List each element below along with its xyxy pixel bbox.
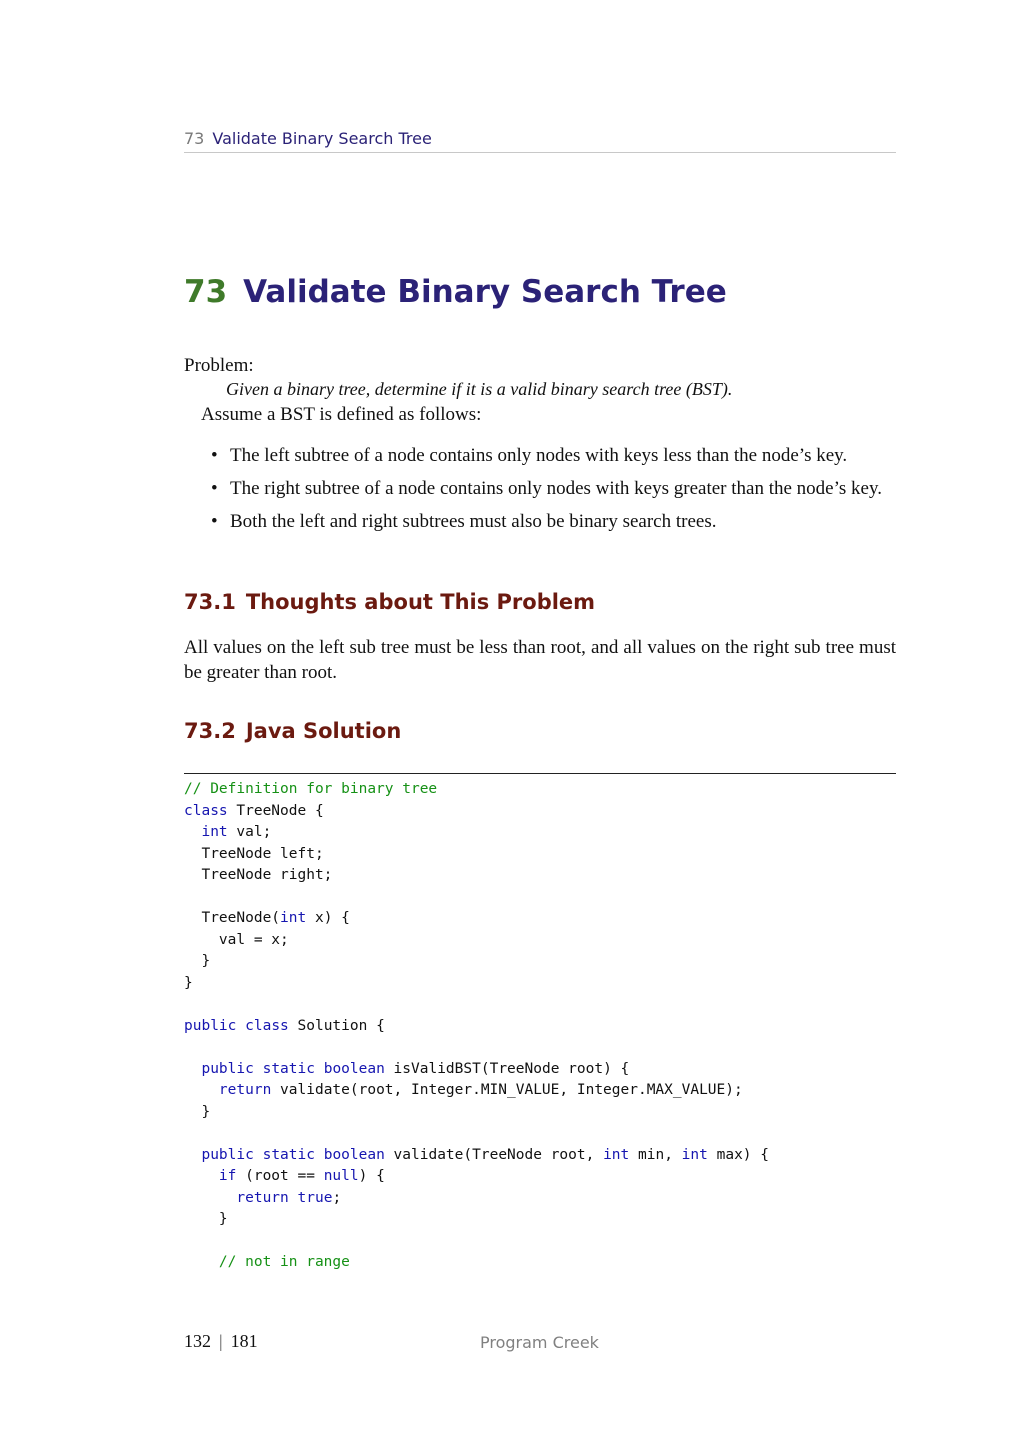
code-text [315, 1147, 324, 1163]
code-text: } [184, 974, 193, 991]
code-line [184, 865, 896, 887]
code-text: val = x; [184, 931, 289, 948]
code-line [184, 1209, 896, 1231]
code-line [184, 1080, 896, 1102]
list-item-text: The right subtree of a node contains only nodes with keys greater than the node’s key. [230, 478, 882, 499]
code-keyword: int [201, 824, 228, 840]
assume-line: Assume a BST is defined as follows: [201, 404, 482, 425]
chapter-title [184, 274, 727, 310]
code-top-rule [184, 773, 896, 774]
code-text: x) { [306, 910, 350, 926]
list-item [184, 444, 896, 468]
code-text: validate(TreeNode root, [384, 1146, 604, 1163]
list-item [184, 510, 896, 534]
page-separator: | [219, 1331, 223, 1351]
code-text: max) { [707, 1146, 769, 1163]
code-text: isValidBST(TreeNode root) { [384, 1060, 630, 1077]
code-keyword: int [280, 910, 307, 926]
code-line [184, 1037, 896, 1059]
code-line [184, 887, 896, 909]
code-keyword: class [184, 802, 228, 819]
code-line [184, 951, 896, 973]
code-keyword: if [218, 1168, 237, 1184]
code-text: ; [332, 1189, 342, 1206]
code-block [184, 779, 896, 1274]
code-text: (root == [236, 1168, 324, 1184]
code-keyword: static [262, 1060, 315, 1077]
section-title-text: Java Solution [245, 719, 402, 743]
chapter-title-text: Validate Binary Search Tree [243, 274, 727, 310]
code-line [184, 994, 896, 1016]
code-text: TreeNode right; [184, 867, 333, 883]
bullet-icon: • [211, 511, 218, 532]
code-text: Solution { [288, 1017, 385, 1034]
code-text [184, 1082, 219, 1098]
code-text [184, 1061, 201, 1077]
code-keyword: boolean [323, 1060, 385, 1077]
bullet-icon: • [211, 478, 218, 499]
bullet-icon: • [211, 445, 218, 466]
problem-quote: Given a binary tree, determine if it is a valid binary search tree (BST). [226, 379, 733, 399]
code-line [184, 1252, 896, 1274]
section-number: 73.1 [184, 590, 236, 614]
code-line [184, 1145, 896, 1167]
code-text: } [184, 1211, 228, 1227]
current-page: 132 [184, 1331, 211, 1351]
footer-brand: Program Creek [480, 1333, 599, 1352]
code-keyword: return [218, 1082, 272, 1098]
code-keyword: return [236, 1189, 289, 1206]
code-line [184, 1059, 896, 1081]
code-keyword: static [262, 1146, 315, 1163]
list-item-text: Both the left and right subtrees must also be binary search trees. [230, 511, 717, 532]
code-text [184, 1147, 201, 1163]
code-line [184, 801, 896, 823]
section-number: 73.2 [184, 719, 236, 743]
code-text [254, 1147, 263, 1163]
code-text [315, 1061, 324, 1077]
problem-label: Problem: [184, 355, 254, 376]
code-keyword: true [297, 1189, 333, 1206]
chapter-number: 73 [184, 274, 228, 310]
code-keyword: public [184, 1017, 237, 1034]
running-header-title: Validate Binary Search Tree [212, 129, 432, 148]
section-title-text: Thoughts about This Problem [245, 590, 596, 614]
code-text [184, 1168, 219, 1184]
code-line [184, 822, 896, 844]
code-keyword: null [323, 1168, 359, 1184]
running-header [184, 129, 896, 153]
code-keyword: public [201, 1146, 254, 1163]
code-text [184, 824, 201, 840]
code-text: TreeNode left; [184, 845, 324, 862]
code-line [184, 930, 896, 952]
code-text [289, 1190, 298, 1206]
code-keyword: class [245, 1017, 289, 1034]
code-keyword: boolean [323, 1146, 385, 1163]
running-header-number: 73 [184, 129, 205, 148]
code-comment: // Definition for binary tree [184, 781, 438, 797]
code-text: val; [227, 824, 272, 840]
code-text [236, 1018, 245, 1034]
code-text: ) { [358, 1168, 385, 1184]
code-text [184, 1190, 236, 1206]
code-line [184, 908, 896, 930]
code-text: validate(root, Integer.MIN_VALUE, Integer.MAX_VALUE); [271, 1082, 743, 1098]
code-text [254, 1061, 263, 1077]
code-line [184, 779, 896, 801]
bst-definition-list [184, 444, 896, 543]
code-text: } [184, 953, 211, 969]
list-item-text: The left subtree of a node contains only nodes with keys less than the node’s key. [230, 445, 848, 466]
page-number [184, 1331, 258, 1352]
code-text: min, [629, 1146, 682, 1163]
code-line [184, 1231, 896, 1253]
thoughts-paragraph: All values on the left sub tree must be less than root, and all values on the right sub tree must be greater than root. [184, 637, 896, 683]
section-title-java-solution [184, 719, 401, 743]
code-line [184, 1166, 896, 1188]
code-keyword: int [603, 1146, 630, 1163]
code-line [184, 1102, 896, 1124]
code-text: TreeNode { [227, 802, 324, 819]
code-text: TreeNode( [184, 910, 281, 926]
code-text: } [184, 1103, 211, 1120]
code-keyword: public [201, 1060, 254, 1077]
section-title-thoughts [184, 590, 595, 614]
total-pages: 181 [230, 1331, 258, 1351]
code-line [184, 973, 896, 995]
code-text [184, 1254, 219, 1270]
code-line [184, 1188, 896, 1210]
code-line [184, 1123, 896, 1145]
list-item [184, 477, 896, 501]
code-line [184, 844, 896, 866]
code-comment: // not in range [218, 1254, 350, 1270]
code-line [184, 1016, 896, 1038]
code-keyword: int [681, 1146, 708, 1163]
